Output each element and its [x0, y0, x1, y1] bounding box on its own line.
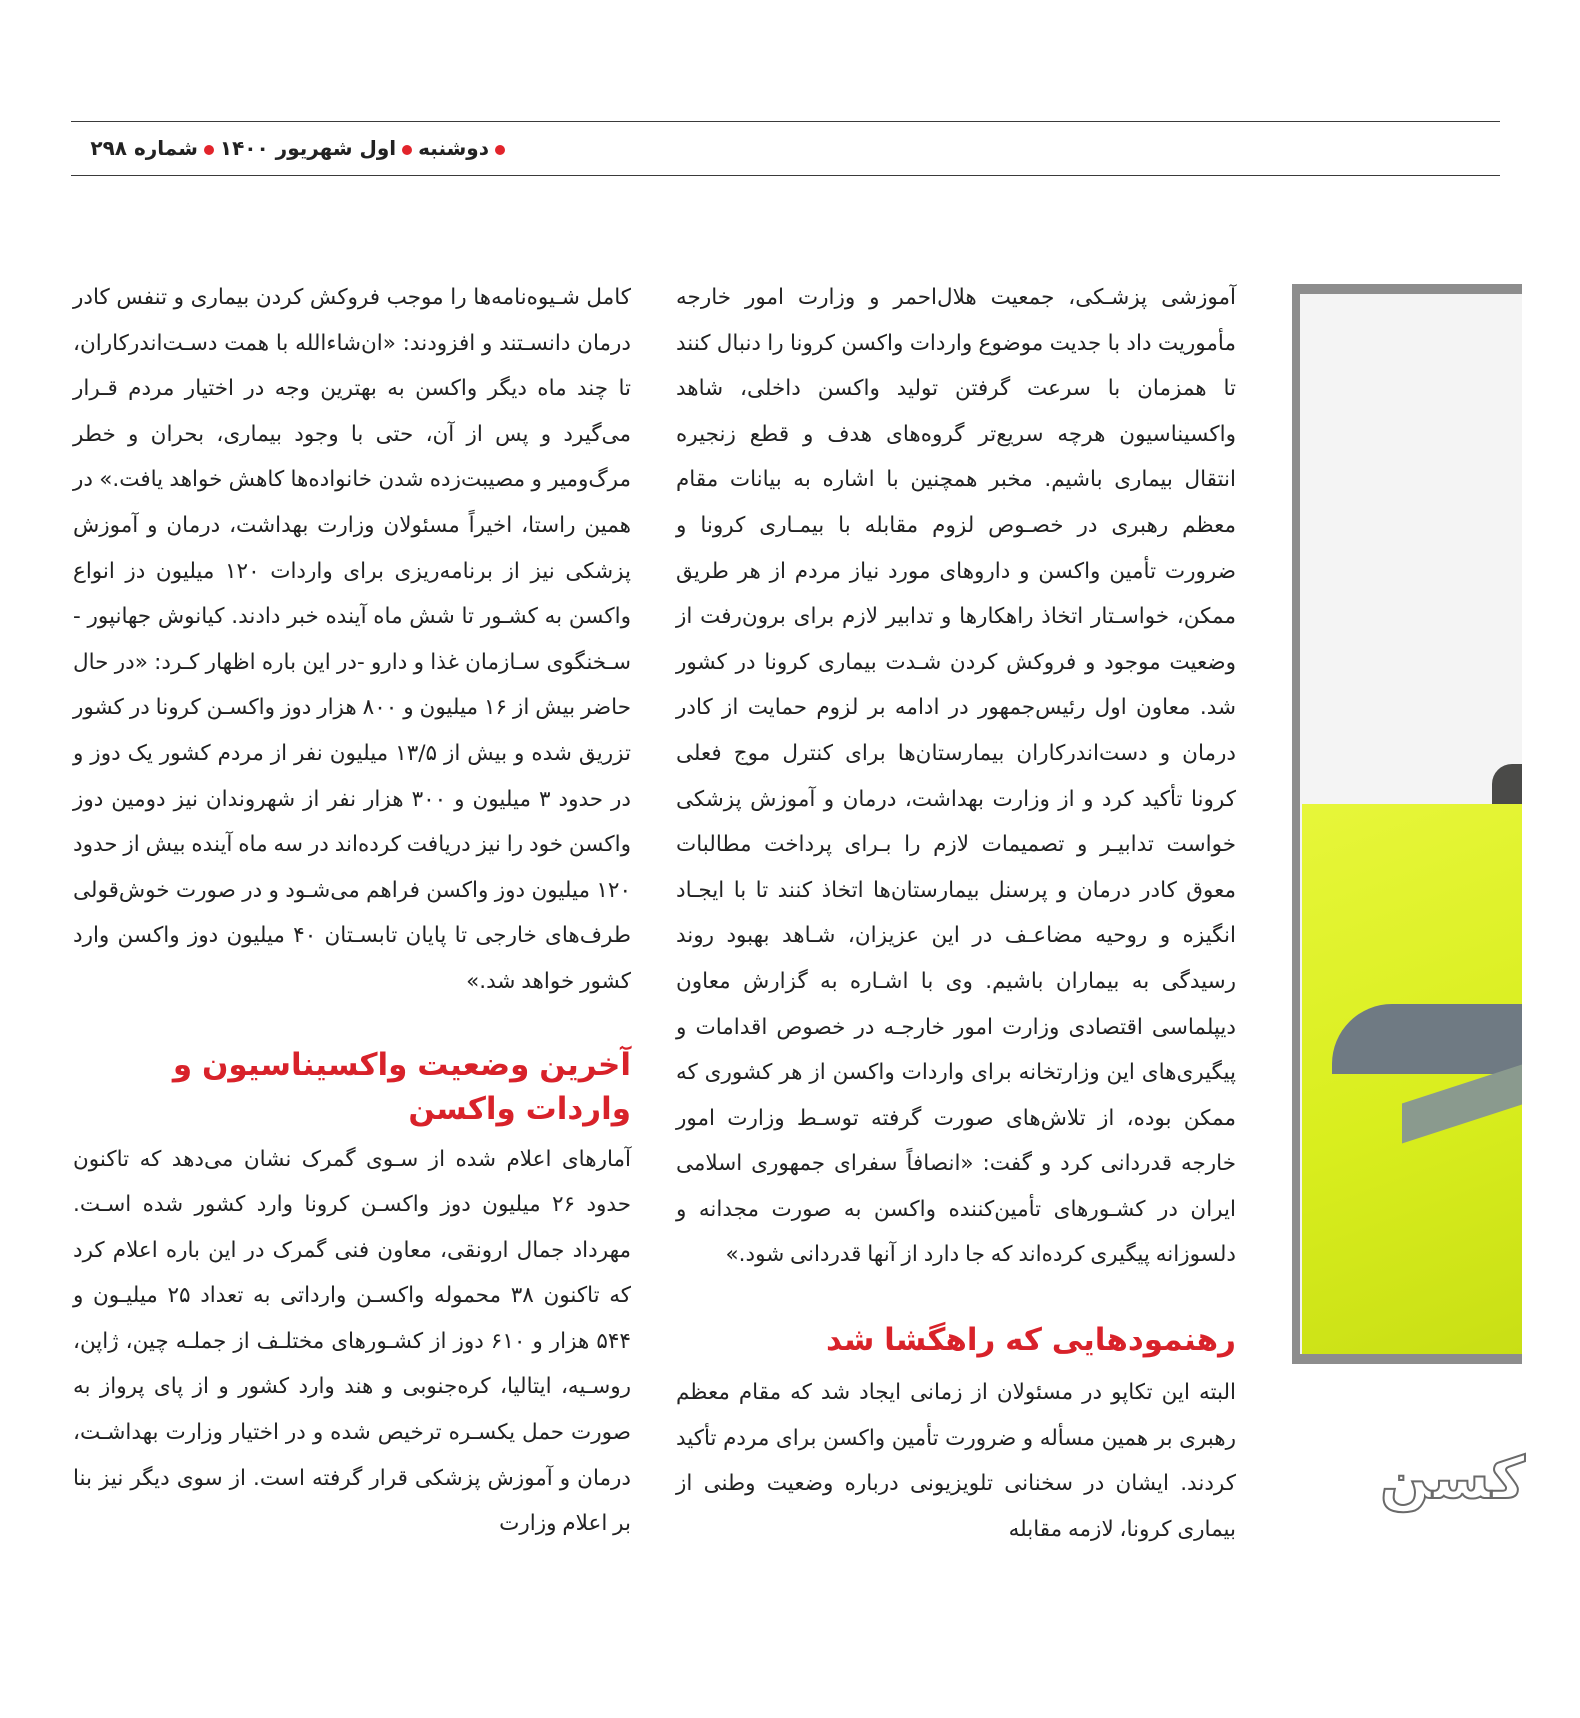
- bullet-dot: [495, 145, 505, 155]
- body-paragraph: کامل شـیوه‌نامه‌ها را موجب فروکش کردن بیماری و تنفس کادر درمان دانسـتند و افزودند: «ان‌شاءالله با همت دسـت‌اندرکاران، تا چند ماه دیگر واکسن به بهترین وجه در اختیار مردم قـرار می‌گیرد و پس از آن، حتی با وجود بیماری، بحران و خطر مرگ‌ومیر و مصیبت‌زده شدن خانواده‌ها کاهش خواهد یافت.» در همین راستا، اخیراً مسئولان وزارت بهداشت، درمان و آموزش پزشکی نیز از برنامه‌ریزی برای واردات ۱۲۰ میلیون دز انواع واکسن به کشـور تا شش ماه آینده خبر دادند. کیانوش جهانپور - سـخنگوی سـازمان غذا و دارو -در این باره اظهار کـرد: «در حال حاضر بیش از ۱۶ میلیون و ۸۰۰ هزار دوز واکسـن کرونا در کشور تزریق شده و بیش از ۱۳/۵ میلیون نفر از مردم کشور یک دوز و در حدود ۳ میلیون و ۳۰۰ هزار نفر از شهروندان نیز دومین دوز واکسن خود را نیز دریافت کرده‌اند در سه ماه آینده بیش از حدود ۱۲۰ میلیون دوز واکسن فراهم می‌شـود و در صورت خوش‌قولی طرف‌های خارجی تا پایان تابسـتان ۴۰ میلیون دوز واکسن وارد کشور خواهد شد.»: [73, 285, 631, 994]
- photo-collar: [1332, 1004, 1522, 1074]
- bullet-dot: [204, 145, 214, 155]
- section-headline: آخرین وضعیت واکسیناسیون و واردات واکسن: [172, 1046, 631, 1127]
- body-paragraph: البته این تکاپو در مسئولان از زمانی ایجاد شد که مقام معظم رهبری بر همین مسأله و ضرورت تأمین واکسن برای مردم تأکید کردند. ایشان در سخنانی تلویزیونی درباره وضعیت وطنی از بیماری کرونا، لازمه مقابله: [676, 1380, 1236, 1542]
- article-column-middle: [676, 275, 1236, 1552]
- header-bottom-rule: [71, 175, 1500, 176]
- body-paragraph: آمارهای اعلام شده از سـوی گمرک نشان می‌دهد که تاکنون حدود ۲۶ میلیون دوز واکسـن کرونا وارد کشور شده اسـت. مهرداد جمال ارونقی، معاون فنی گمرک در این باره اعلام کرد که تاکنون ۳۸ محموله واکسـن وارداتی به تعداد ۲۵ میلیـون و ۵۴۴ هزار و ۶۱۰ دوز از کشـورهای مختلـف از جملـه چین، ژاپن، روسـیه، ایتالیا، کره‌جنوبی و هند وارد کشور و از پای پرواز به صورت حمل یکسـره ترخیص شده و در اختیار وزارت بهداشـت، درمان و آموزش پزشکی قرار گرفته است. از سوی دیگر نیز بنا بر اعلام وزارت: [73, 1146, 631, 1537]
- header-top-rule: [71, 121, 1500, 122]
- issue-date: اول شهریور ۱۴۰۰: [219, 136, 397, 160]
- article-column-left: [73, 275, 631, 1547]
- issue-day: دوشنبه: [418, 136, 489, 160]
- page-title-fragment: کسن: [1380, 1444, 1525, 1512]
- section-headline: رهنمودهایی که راهگشا شد: [825, 1322, 1236, 1359]
- issue-info: [71, 130, 511, 166]
- body-paragraph: آموزشی پزشـکی، جمعیت هلال‌احمر و وزارت امور خارجه مأموریت داد با جدیت موضوع واردات واکسن کرونا را دنبال کنند تا همزمان با سرعت گرفتن تولید واکسن داخلی، شاهد واکسیناسیون هرچه سریع‌تر گروه‌های هدف و قطع زنجیره انتقال بیماری باشیم. مخبر همچنین با اشاره به بیانات مقام معظم رهبری در خصـوص لزوم مقابله با بیمـاری کرونا و ضرورت تأمین واکسن و داروهای مورد نیاز مردم از هر طریق ممکن، خواسـتار اتخاذ راهکارها و تدابیر لازم برای برون‌رفت از وضعیت موجود و فروکش کردن شـدت بیماری کرونا در کشور شد. معاون اول رئیس‌جمهور در ادامه بر لزوم حمایت از کادر درمان و دست‌اندرکاران بیمارستان‌ها برای کنترل موج فعلی کرونا تأکید کرد و از وزارت بهداشت، درمان و آموزش پزشکی خواست تدابیـر و تصمیمات لازم را بـرای پرداخت مطالبات معوق کادر درمان و پرسنل بیمارستان‌ها اتخاذ کنند تا با ایجـاد انگیزه و روحیه مضاعـف در این عزیزان، شـاهد بهبود روند رسیدگی به بیماران باشیم. وی با اشـاره به گزارش معاون دیپلماسی اقتصادی وزارت امور خارجـه در خصوص اقدامات و پیگیری‌های این وزارتخانه برای واردات واکسن از هر کشوری که ممکن بوده، از تلاش‌های صورت گرفته توسـط وزارت امور خارجه قدردانی کرد و گفت: «انصافاً سفرای جمهوری اسلامی ایران در کشـورهای تأمین‌کننده واکسن به صورت مجدانه و دلسوزانه پیگیری کرده‌اند که جا دارد از آنها قدردانی شود.»: [676, 285, 1236, 1268]
- issue-number: شماره ۲۹۸: [90, 136, 198, 160]
- article-photo: [1292, 284, 1522, 1364]
- bullet-dot: [402, 145, 412, 155]
